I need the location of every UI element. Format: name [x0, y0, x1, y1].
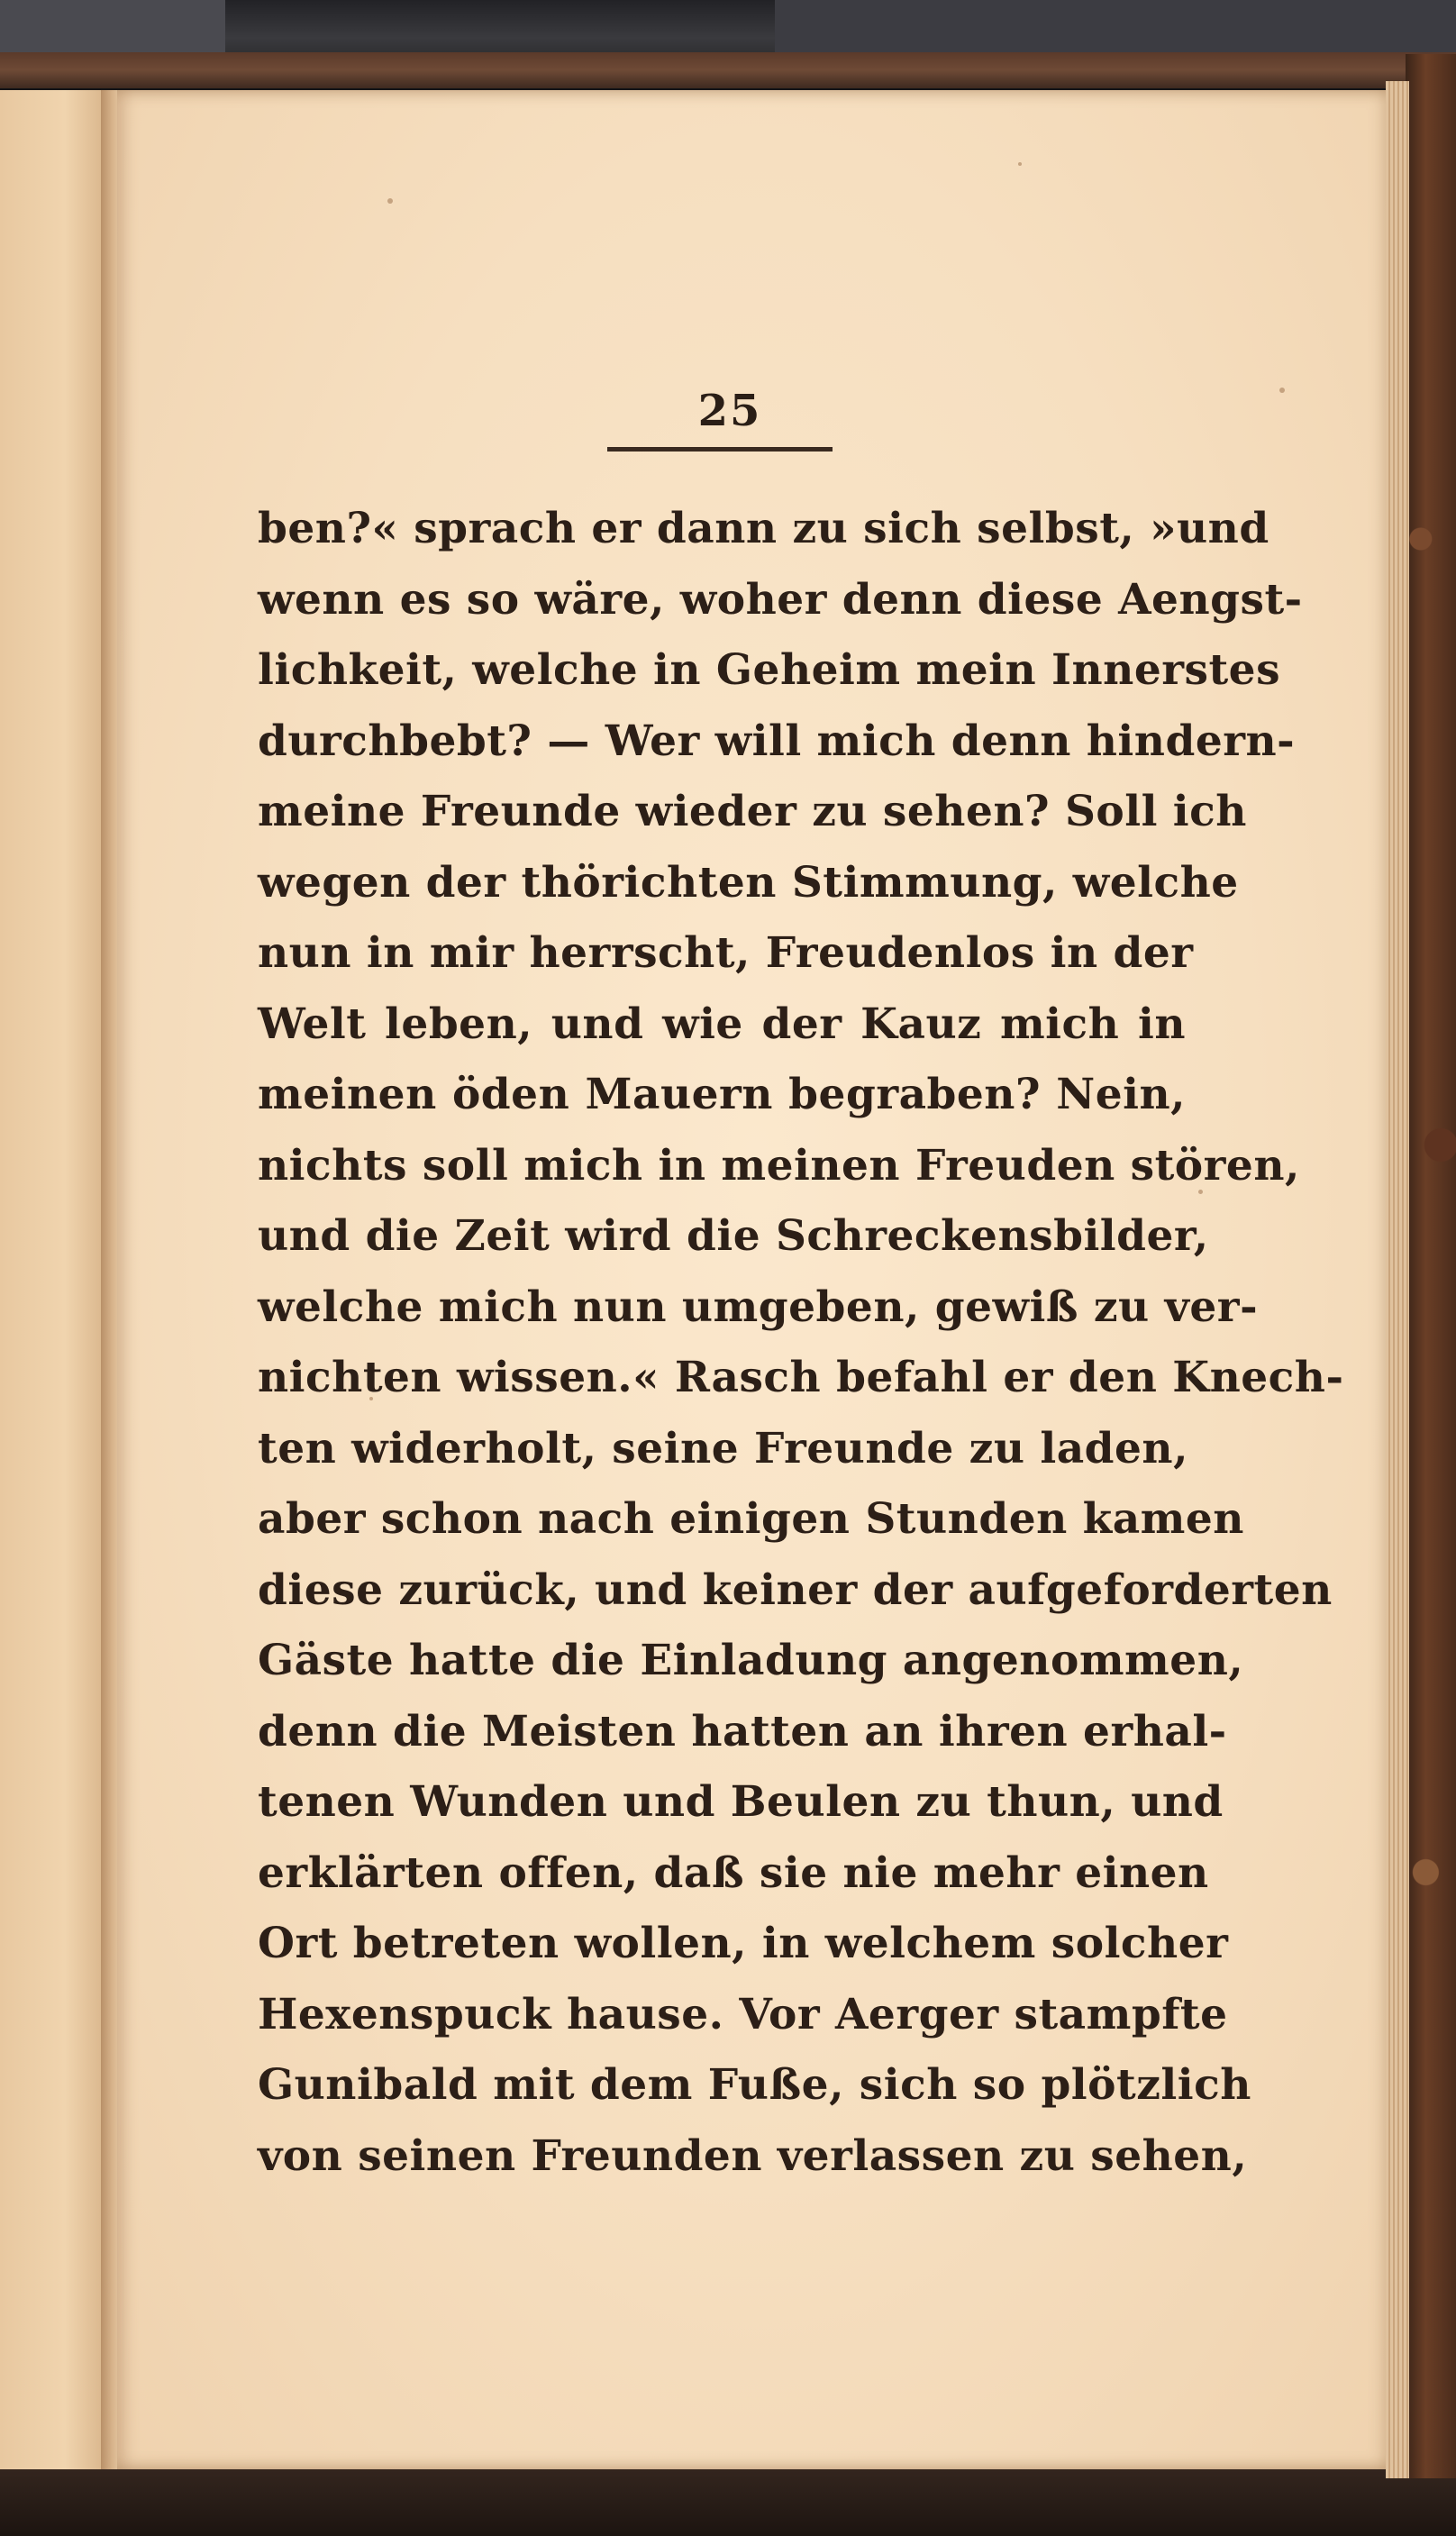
text-line: welche mich nun umgeben, gewiß zu ver- [258, 1282, 1259, 1332]
paper-speck [1018, 162, 1022, 166]
paper-speck [387, 198, 393, 204]
text-line: denn die Meisten hatten an ihren erhal- [258, 1706, 1227, 1756]
text-line: Hexenspuck hause. Vor Aerger stampfte [258, 1989, 1228, 2039]
text-line: meine Freunde wieder zu sehen? Soll ich [258, 787, 1247, 836]
text-line: Gunibald mit dem Fuße, sich so plötzlich [258, 2060, 1251, 2110]
text-line: wenn es so wäre, woher denn diese Aengst- [258, 574, 1303, 625]
text-line: Gäste hatte die Einladung angenommen, [258, 1636, 1244, 1685]
page-number: 25 [697, 386, 762, 436]
text-line: meinen öden Mauern begraben? Nein, [258, 1070, 1186, 1119]
body-text [258, 494, 1344, 2192]
text-line: von seinen Freunden verlassen zu sehen, [258, 2130, 1248, 2181]
text-line: Welt leben, und wie der Kauz mich in [258, 999, 1186, 1049]
marbled-cover-edge [1406, 54, 1456, 2478]
text-line: durchbebt? — Wer will mich denn hindern- [258, 716, 1296, 766]
page-stack-edge [1386, 81, 1409, 2478]
text-line: lichkeit, welche in Geheim mein Innerstes [258, 645, 1281, 695]
text-line: nichts soll mich in meinen Freuden stören, [258, 1140, 1300, 1190]
text-line: und die Zeit wird die Schreckensbilder, [258, 1211, 1209, 1261]
text-line: diese zurück, und keiner der aufgeforderten [258, 1564, 1333, 1615]
text-line: aber schon nach einigen Stunden kamen [258, 1494, 1244, 1544]
text-line: erklärten offen, daß sie nie mehr einen [258, 1847, 1209, 1898]
text-line: Ort betreten wollen, in welchem solcher [258, 1919, 1229, 1968]
text-line: nun in mir herrscht, Freudenlos in der [258, 928, 1194, 978]
text-line: ben?« sprach er dann zu sich selbst, »und [258, 504, 1269, 553]
text-line: ten widerholt, seine Freunde zu laden, [258, 1423, 1188, 1473]
paper-speck [1279, 388, 1285, 393]
text-line: nichten wissen.« Rasch befahl er den Knech- [258, 1353, 1344, 1402]
page-number-rule [607, 447, 833, 452]
text-line: wegen der thörichten Stimmung, welche [258, 857, 1239, 908]
book-cover-top [0, 52, 1456, 88]
facing-page [0, 90, 108, 2469]
text-line: tenen Wunden und Beulen zu thun, und [258, 1777, 1224, 1827]
